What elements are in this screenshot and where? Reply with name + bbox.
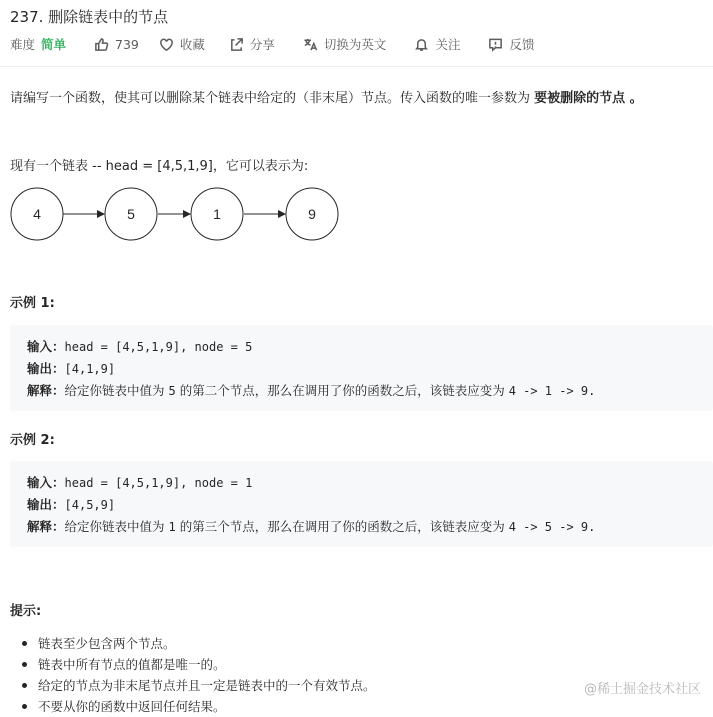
example-2-box [10, 461, 713, 547]
explain-num: 5 [168, 384, 176, 398]
example-input-line [27, 473, 252, 491]
follow-button[interactable] [414, 35, 460, 53]
description-text: 请编写一个函数，使其可以删除某个链表中给定的（非末尾）节点。传入函数的唯一参数为 [10, 91, 535, 106]
example-output-line [27, 495, 115, 513]
share-label: 分享 [249, 37, 275, 52]
watermark: @稀土掘金技术社区 [583, 682, 701, 697]
description-bold: 要被删除的节点 。 [534, 91, 643, 106]
translate-button[interactable] [303, 35, 387, 53]
hint-item: 链表至少包含两个节点。 [20, 633, 376, 654]
hint-item: 不要从你的函数中返回任何结果。 [20, 696, 376, 717]
example-2-title: 示例 2: [10, 433, 55, 448]
explain-result: 4 -> 1 -> 9. [508, 384, 596, 398]
share-button[interactable] [229, 35, 275, 53]
example-output-line [27, 359, 115, 377]
difficulty-value: 简单 [41, 37, 67, 52]
feedback-label: 反馈 [509, 37, 535, 52]
output-value: [4,5,9] [64, 498, 116, 512]
output-label: 输出： [27, 361, 65, 376]
list-intro-text: 现有一个链表 -- head = [4,5,1,9]，它可以表示为: [10, 159, 309, 174]
hint-item: 链表中所有节点的值都是唯一的。 [20, 654, 376, 675]
explain-text: 的第三个节点，那么在调用了你的函数之后，该链表应变为 [175, 519, 509, 534]
feedback-icon [488, 37, 503, 52]
output-value: [4,1,9] [64, 362, 116, 376]
heart-icon [159, 37, 174, 52]
problem-title: 237. 删除链表中的节点 [10, 8, 169, 26]
like-button[interactable] [94, 37, 139, 52]
explain-label: 解释： [27, 383, 65, 398]
example-input-line [27, 337, 252, 355]
feedback-button[interactable] [488, 35, 534, 53]
example-1-box [10, 325, 713, 411]
input-label: 输入： [27, 339, 65, 354]
problem-description [10, 87, 643, 106]
favorite-label: 收藏 [179, 37, 205, 52]
hint-item: 给定的节点为非末尾节点并且一定是链表中的一个有效节点。 [20, 675, 376, 696]
example-explain-line [27, 517, 595, 535]
input-label: 输入： [27, 475, 65, 490]
example-explain-line [27, 381, 595, 399]
share-icon [229, 37, 244, 52]
translate-label: 切换为英文 [323, 37, 387, 52]
explain-result: 4 -> 5 -> 9. [508, 520, 596, 534]
explain-label: 解释： [27, 519, 65, 534]
list-node-value: 4 [33, 206, 41, 222]
header-divider [0, 66, 713, 67]
thumbs-up-icon [94, 37, 109, 52]
difficulty-label: 难度 [10, 37, 36, 52]
bell-icon [414, 37, 429, 52]
output-label: 输出： [27, 497, 65, 512]
explain-text: 给定你链表中值为 [64, 519, 169, 534]
list-node-value: 5 [127, 206, 135, 222]
example-1-title: 示例 1: [10, 296, 55, 311]
follow-label: 关注 [435, 37, 461, 52]
explain-text: 给定你链表中值为 [64, 383, 169, 398]
list-node-value: 1 [213, 206, 221, 222]
explain-text: 的第二个节点，那么在调用了你的函数之后，该链表应变为 [175, 383, 509, 398]
list-node-value: 9 [308, 206, 316, 222]
like-count: 739 [115, 36, 139, 52]
input-value: head = [4,5,1,9], node = 1 [64, 476, 253, 490]
hints-list [20, 633, 376, 717]
explain-num: 1 [168, 520, 176, 534]
favorite-button[interactable] [159, 35, 205, 53]
linked-list-diagram [0, 186, 360, 246]
translate-icon [303, 37, 318, 52]
problem-meta-bar [10, 34, 562, 54]
hints-title: 提示: [10, 604, 42, 619]
input-value: head = [4,5,1,9], node = 5 [64, 340, 253, 354]
